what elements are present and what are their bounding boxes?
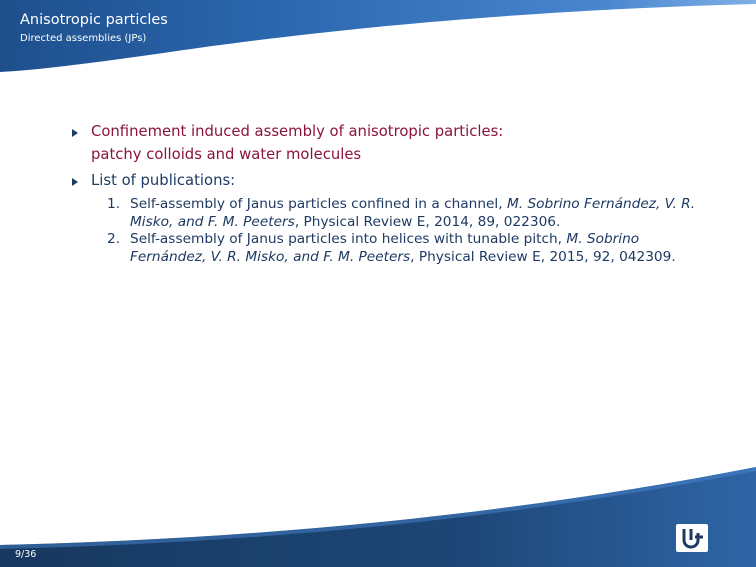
publication-title: Self-assembly of Janus particles confined in a channel, [130, 196, 507, 212]
bullet-line-2: patchy colloids and water molecules [91, 146, 362, 163]
publication-title: Self-assembly of Janus particles into helices with tunable pitch, [130, 231, 567, 247]
bullet-triangle-icon [72, 178, 78, 186]
slide-subtitle: Directed assemblies (JPs) [20, 33, 147, 44]
slide-title: Anisotropic particles [20, 12, 168, 28]
publication-item [107, 196, 709, 231]
publication-journal: , Physical Review E, 2014, 89, 022306. [294, 213, 561, 230]
page-number: 9/36 [15, 549, 37, 560]
bullet-line-1: Confinement induced assembly of anisotropic particles: [91, 123, 504, 140]
publication-authors: M. Sobrino Fernández, V. R. Misko, and F. M. Peeters [130, 196, 696, 230]
bullet-publications [72, 169, 732, 192]
bullet-triangle-icon [72, 129, 78, 137]
publication-number: 2. [107, 231, 121, 247]
bullet-confinement [72, 120, 732, 166]
bullet-publications-label: List of publications: [91, 172, 236, 189]
publication-authors: M. Sobrino Fernández, V. R. Misko, and F. M. Peeters [130, 231, 640, 265]
university-logo-icon [676, 524, 708, 552]
publication-journal: , Physical Review E, 2015, 92, 042309. [410, 248, 676, 265]
publication-list [49, 196, 709, 266]
publication-item [107, 231, 709, 266]
footer-band [0, 467, 756, 567]
publication-number: 1. [107, 196, 121, 212]
slide-content [72, 120, 732, 266]
